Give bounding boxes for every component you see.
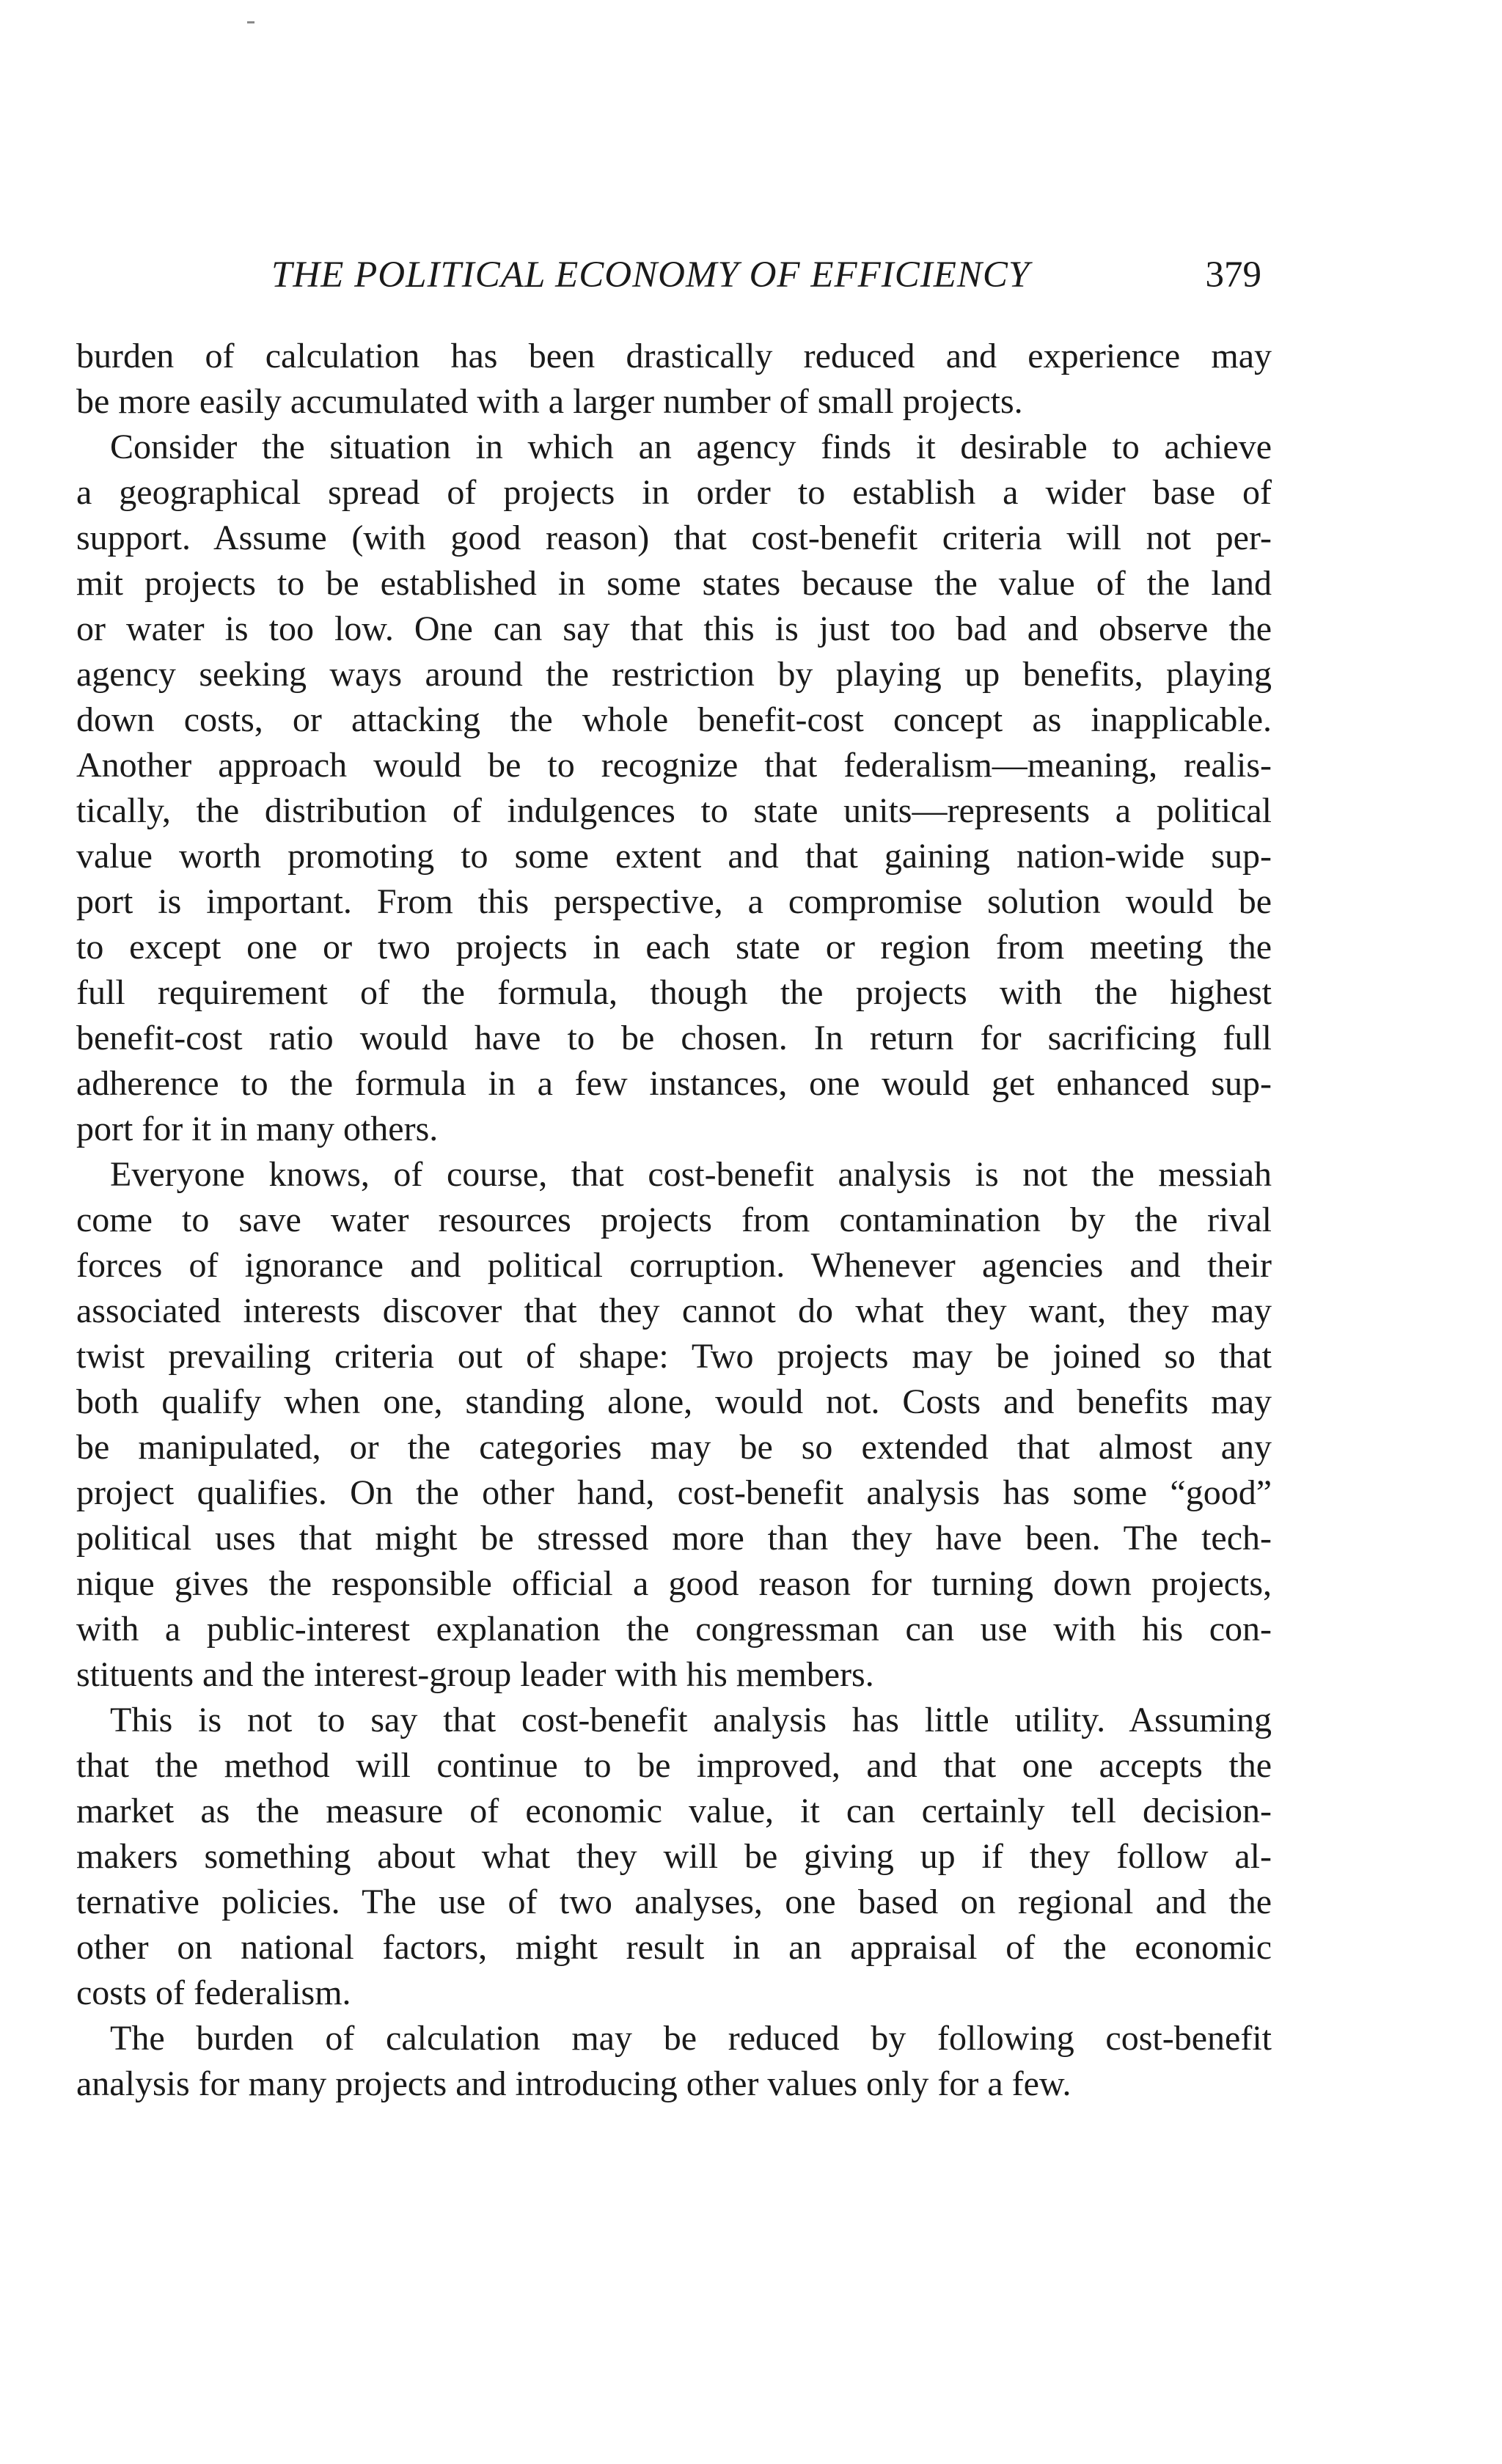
text-line: analysis for many projects and introducing other values only for a few. xyxy=(76,2064,1071,2103)
text-line: market as the measure of economic value, it can certainly tell decision- xyxy=(76,1792,1272,1830)
text-line: both qualify when one, standing alone, would not. Costs and benefits may xyxy=(76,1382,1272,1421)
paragraph xyxy=(76,334,1272,425)
text-line: benefit-cost ratio would have to be chosen. In return for sacrificing full xyxy=(76,1019,1272,1057)
paragraph xyxy=(76,2016,1272,2107)
text-line: a geographical spread of projects in order to establish a wider base of xyxy=(76,473,1272,512)
text-line: Another approach would be to recognize that federalism—meaning, realis- xyxy=(76,746,1272,785)
text-line: mit projects to be established in some states because the value of the land xyxy=(76,564,1272,603)
text-line: project qualifies. On the other hand, cost-benefit analysis has some “good” xyxy=(76,1473,1272,1512)
text-line: associated interests discover that they cannot do what they want, they may xyxy=(76,1291,1272,1330)
text-line: Consider the situation in which an agency finds it desirable to achieve xyxy=(110,428,1272,466)
text-line: forces of ignorance and political corruption. Whenever agencies and their xyxy=(76,1246,1272,1285)
running-title: THE POLITICAL ECONOMY OF EFFICIENCY xyxy=(271,254,1030,296)
text-line: burden of calculation has been drastically reduced and experience may xyxy=(76,337,1272,375)
text-line: with a public-interest explanation the congressman can use with his con- xyxy=(76,1610,1272,1649)
text-line: nique gives the responsible official a good reason for turning down projects, xyxy=(76,1564,1272,1603)
text-line: adherence to the formula in a few instances, one would get enhanced sup- xyxy=(76,1064,1272,1103)
page-number: 379 xyxy=(1205,254,1261,296)
text-line: support. Assume (with good reason) that cost-benefit criteria will not per- xyxy=(76,518,1272,557)
text-line: be more easily accumulated with a larger number of small projects. xyxy=(76,382,1023,421)
paragraph xyxy=(76,1698,1272,2016)
text-line: value worth promoting to some extent and that gaining nation-wide sup- xyxy=(76,837,1272,876)
text-line: agency seeking ways around the restriction by playing up benefits, playing xyxy=(76,655,1272,694)
text-line: ternative policies. The use of two analyses, one based on regional and the xyxy=(76,1882,1272,1921)
text-line: other on national factors, might result in an appraisal of the economic xyxy=(76,1928,1272,1967)
paragraph xyxy=(76,1152,1272,1698)
text-line: makers something about what they will be giving up if they follow al- xyxy=(76,1837,1272,1876)
text-line: tically, the distribution of indulgences to state units—represents a political xyxy=(76,791,1272,830)
text-line: costs of federalism. xyxy=(76,1973,351,2012)
text-line: full requirement of the formula, though the projects with the highest xyxy=(76,973,1272,1012)
text-line: stituents and the interest-group leader with his members. xyxy=(76,1655,874,1694)
body-text xyxy=(76,334,1272,2107)
scan-mark xyxy=(247,21,254,23)
text-line: The burden of calculation may be reduced by following cost-benefit xyxy=(110,2019,1272,2058)
text-line: port is important. From this perspective, a compromise solution would be xyxy=(76,882,1272,921)
text-line: twist prevailing criteria out of shape: Two projects may be joined so that xyxy=(76,1337,1272,1376)
text-line: port for it in many others. xyxy=(76,1110,439,1148)
text-line: that the method will continue to be improved, and that one accepts the xyxy=(76,1746,1272,1785)
text-line: down costs, or attacking the whole benefit-cost concept as inapplicable. xyxy=(76,700,1272,739)
text-line: or water is too low. One can say that this is just too bad and observe the xyxy=(76,609,1272,648)
text-line: This is not to say that cost-benefit analysis has little utility. Assuming xyxy=(110,1701,1272,1739)
running-head xyxy=(271,254,1261,305)
text-line: come to save water resources projects from contamination by the rival xyxy=(76,1200,1272,1239)
text-line: be manipulated, or the categories may be so extended that almost any xyxy=(76,1428,1272,1467)
text-line: to except one or two projects in each state or region from meeting the xyxy=(76,928,1272,967)
text-line: political uses that might be stressed more than they have been. The tech- xyxy=(76,1519,1272,1558)
paragraph xyxy=(76,425,1272,1152)
text-line: Everyone knows, of course, that cost-benefit analysis is not the messiah xyxy=(110,1155,1272,1194)
